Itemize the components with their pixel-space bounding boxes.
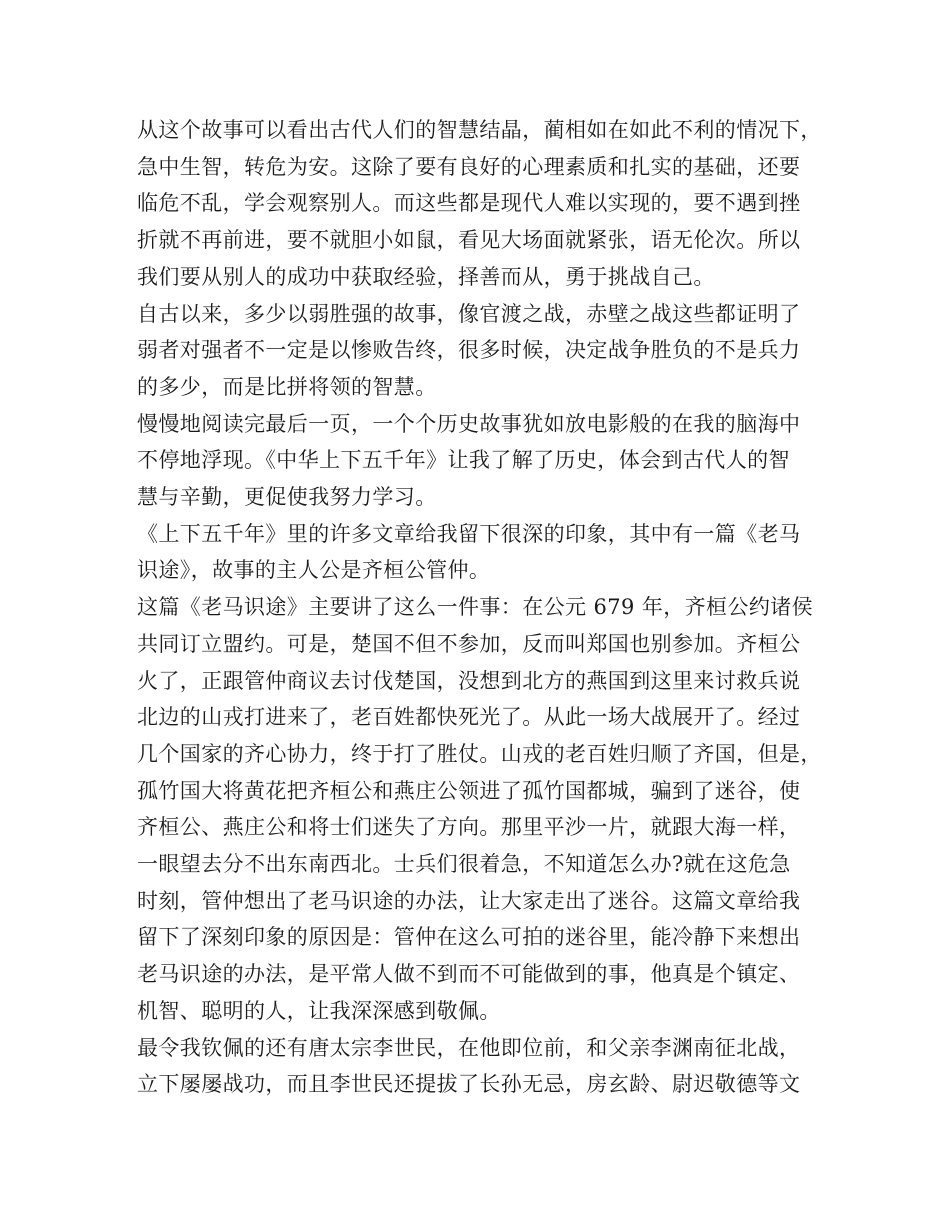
text-line: 火了，正跟管仲商议去讨伐楚国，没想到北方的燕国到这里来讨救兵说 <box>137 668 801 693</box>
paragraph-6 <box>137 1030 817 1103</box>
paragraph-4 <box>137 516 817 589</box>
text-line: 自古以来，多少以弱胜强的故事，像官渡之战，赤壁之战这些都证明了 <box>137 301 801 326</box>
text-line: 不停地浮现。《中华上下五千年》让我了解了历史，体会到古代人的智 <box>137 448 790 473</box>
document-body <box>137 112 822 1103</box>
paragraph-3 <box>137 406 817 516</box>
text-line: 识途》，故事的主人公是齐桓公管仲。 <box>137 558 491 583</box>
text-line: 齐桓公、燕庄公和将士们迷失了方向。那里平沙一片，就跟大海一样， <box>137 815 801 840</box>
text-line: 几个国家的齐心协力，终于打了胜仗。山戎的老百姓归顺了齐国，但是， <box>137 741 822 766</box>
paragraph-2 <box>137 296 817 406</box>
text-line: 从这个故事可以看出古代人们的智慧结晶，蔺相如在如此不利的情况下， <box>137 118 822 142</box>
text-line: 折就不再前进，要不就胆小如鼠，看见大场面就紧张，语无伦次。所以 <box>137 228 801 253</box>
text-line: 孤竹国大将黄花把齐桓公和燕庄公领进了孤竹国都城，骗到了迷谷，使 <box>137 778 801 803</box>
text-line: 立下屡屡战功，而且李世民还提拔了长孙无忌，房玄龄、尉迟敬德等文 <box>137 1072 801 1097</box>
paragraph-5 <box>137 589 822 1029</box>
paragraph-1 <box>137 112 822 296</box>
text-line: 的多少，而是比拼将领的智慧。 <box>137 374 437 399</box>
text-line: 临危不乱，学会观察别人。而这些都是现代人难以实现的，要不遇到挫 <box>137 191 801 216</box>
text-line: 留下了深刻印象的原因是：管仲在这么可拍的迷谷里，能冷静下来想出 <box>137 925 801 950</box>
text-line: 一眼望去分不出东南西北。士兵们很着急，不知道怎么办?就在这危急 <box>137 852 791 877</box>
text-line: 共同订立盟约。可是，楚国不但不参加，反而叫郑国也别参加。齐桓公 <box>137 631 801 656</box>
text-line: 老马识途的办法，是平常人做不到而不可能做到的事，他真是个镇定、 <box>137 962 801 987</box>
text-line: 最令我钦佩的还有唐太宗李世民，在他即位前，和父亲李渊南征北战， <box>137 1035 801 1060</box>
text-line: 这篇《老马识途》主要讲了这么一件事：在公元 679 年，齐桓公约诸侯 <box>137 595 814 620</box>
text-line: 机智、聪明的人，让我深深感到敬佩。 <box>137 998 501 1023</box>
text-line: 弱者对强者不一定是以惨败告终，很多时候，决定战争胜负的不是兵力 <box>137 338 801 363</box>
text-line: 慢慢地阅读完最后一页，一个个历史故事犹如放电影般的在我的脑海中 <box>137 411 801 436</box>
text-line: 急中生智，转危为安。这除了要有良好的心理素质和扎实的基础，还要 <box>137 154 801 179</box>
text-line: 时刻，管仲想出了老马识途的办法，让大家走出了迷谷。这篇文章给我 <box>137 888 801 913</box>
text-line: 北边的山戎打进来了，老百姓都快死光了。从此一场大战展开了。经过 <box>137 705 801 730</box>
text-line: 我们要从别人的成功中获取经验，择善而从，勇于挑战自己。 <box>137 264 715 289</box>
text-line: 《上下五千年》里的许多文章给我留下很深的印象，其中有一篇《老马 <box>137 521 801 546</box>
text-line: 慧与辛勤，更促使我努力学习。 <box>137 485 437 510</box>
